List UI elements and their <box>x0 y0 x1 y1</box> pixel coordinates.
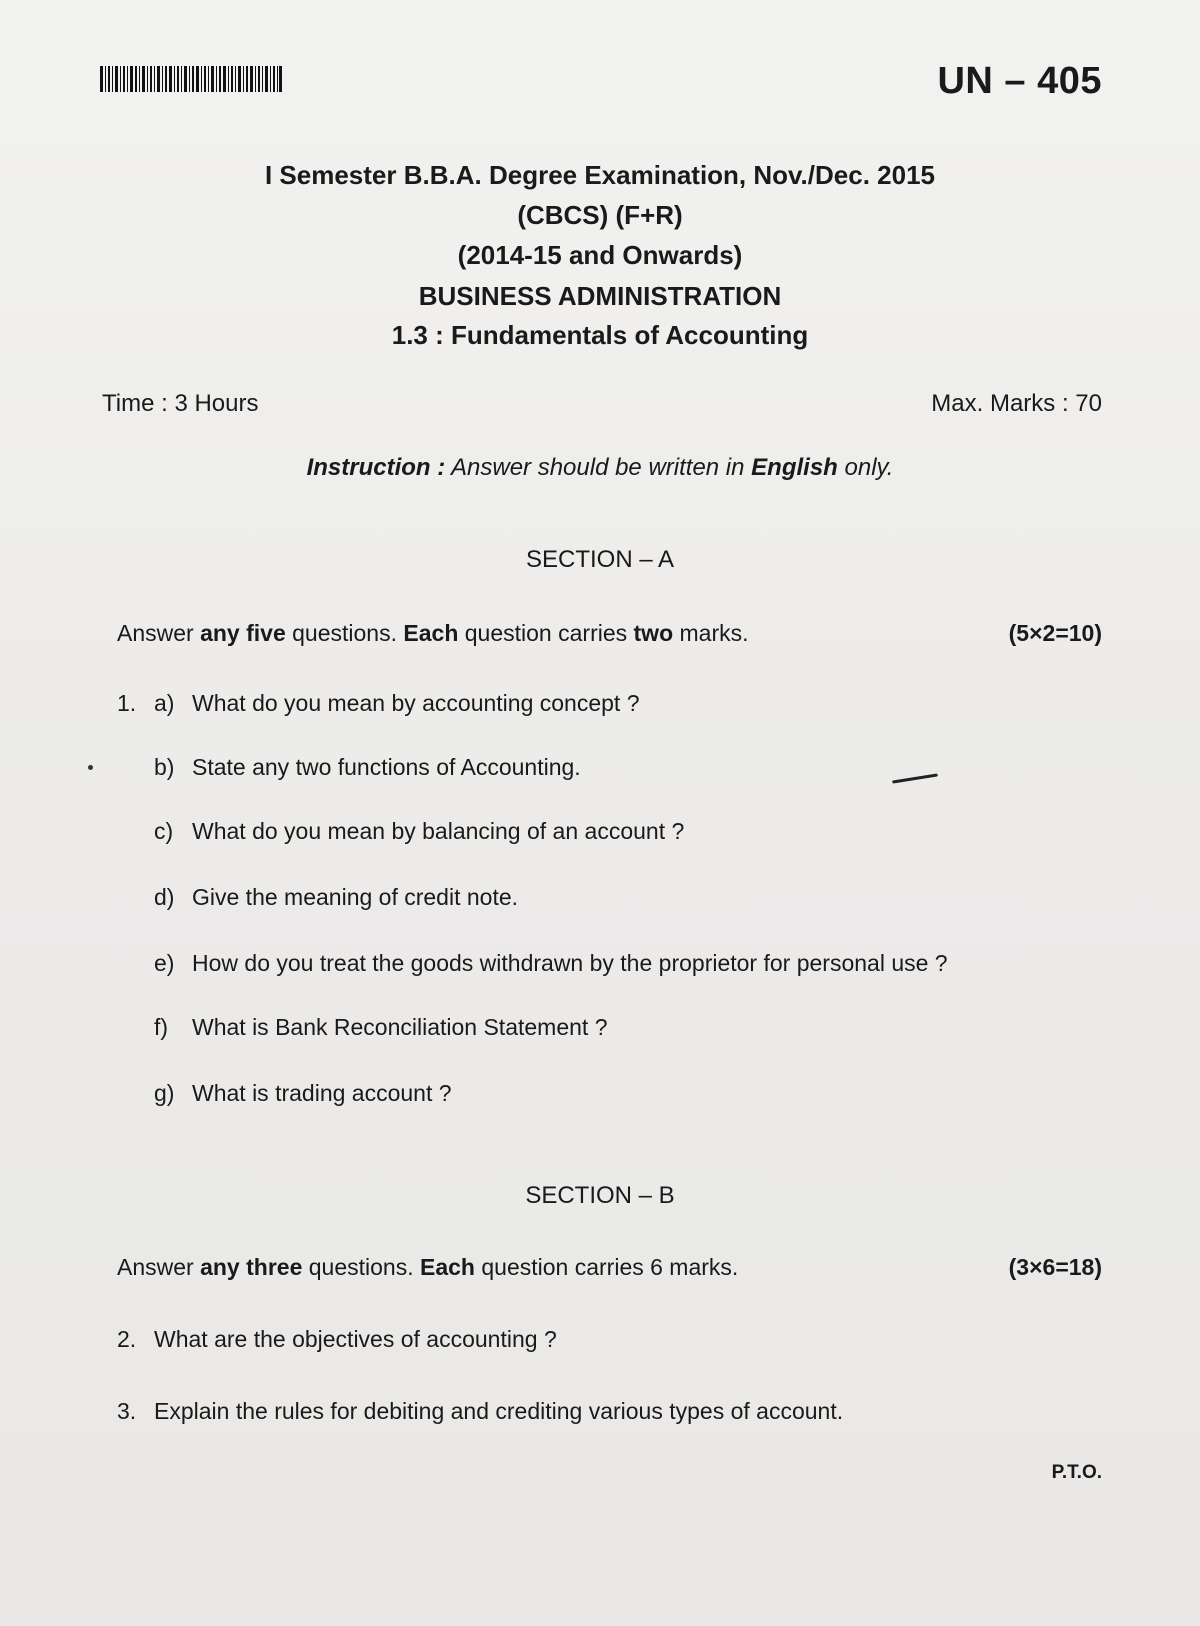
question-text: Explain the rules for debiting and crediting various types of account. <box>154 1398 844 1424</box>
section-b-marks: (3×6=18) <box>1008 1254 1102 1280</box>
max-marks-label: Max. Marks : 70 <box>931 390 1102 417</box>
ink-dot <box>88 765 93 770</box>
instruction: Instruction : Answer should be written in English only. <box>306 454 894 481</box>
exam-title: I Semester B.B.A. Degree Examination, Nov./Dec. 2015 <box>264 160 935 190</box>
paper-title: 1.3 : Fundamentals of Accounting <box>391 320 809 350</box>
question-label: f) <box>154 1014 169 1040</box>
paper-code: UN – 405 <box>937 60 1102 102</box>
question-label: c) <box>154 818 174 844</box>
question-label: d) <box>154 884 175 910</box>
barcode <box>100 66 282 92</box>
section-a-title: SECTION – A <box>525 546 675 573</box>
question-text: What do you mean by accounting concept ? <box>192 690 640 716</box>
pto-label: P.T.O. <box>1051 1462 1102 1483</box>
question-label: a) <box>154 690 175 716</box>
instruction-label: Instruction : <box>306 454 446 481</box>
time-label: Time : 3 Hours <box>102 390 259 417</box>
question-text: What do you mean by balancing of an account ? <box>192 818 685 844</box>
question-text: How do you treat the goods withdrawn by the proprietor for personal use ? <box>192 950 948 976</box>
question-text: State any two functions of Accounting. <box>192 754 581 780</box>
subject: BUSINESS ADMINISTRATION <box>418 281 782 311</box>
section-b-title: SECTION – B <box>525 1182 675 1209</box>
section-b-directions: Answer any three questions. Each question carries 6 marks. <box>117 1254 739 1280</box>
question-text: Give the meaning of credit note. <box>192 884 519 910</box>
question-number: 1. <box>117 690 137 716</box>
question-number: 3. <box>117 1398 137 1424</box>
question-text: What is Bank Reconciliation Statement ? <box>192 1014 608 1040</box>
section-a-marks: (5×2=10) <box>1008 620 1102 646</box>
question-label: e) <box>154 950 175 976</box>
question-text: What is trading account ? <box>192 1080 452 1106</box>
pen-mark <box>892 773 938 783</box>
exam-scheme: (CBCS) (F+R) <box>517 200 683 230</box>
section-a-directions: Answer any five questions. Each question carries two marks. <box>117 620 749 646</box>
question-text: What are the objectives of accounting ? <box>154 1326 557 1352</box>
question-number: 2. <box>117 1326 137 1352</box>
exam-year: (2014-15 and Onwards) <box>457 240 743 270</box>
question-label: g) <box>154 1080 175 1106</box>
question-label: b) <box>154 754 175 780</box>
